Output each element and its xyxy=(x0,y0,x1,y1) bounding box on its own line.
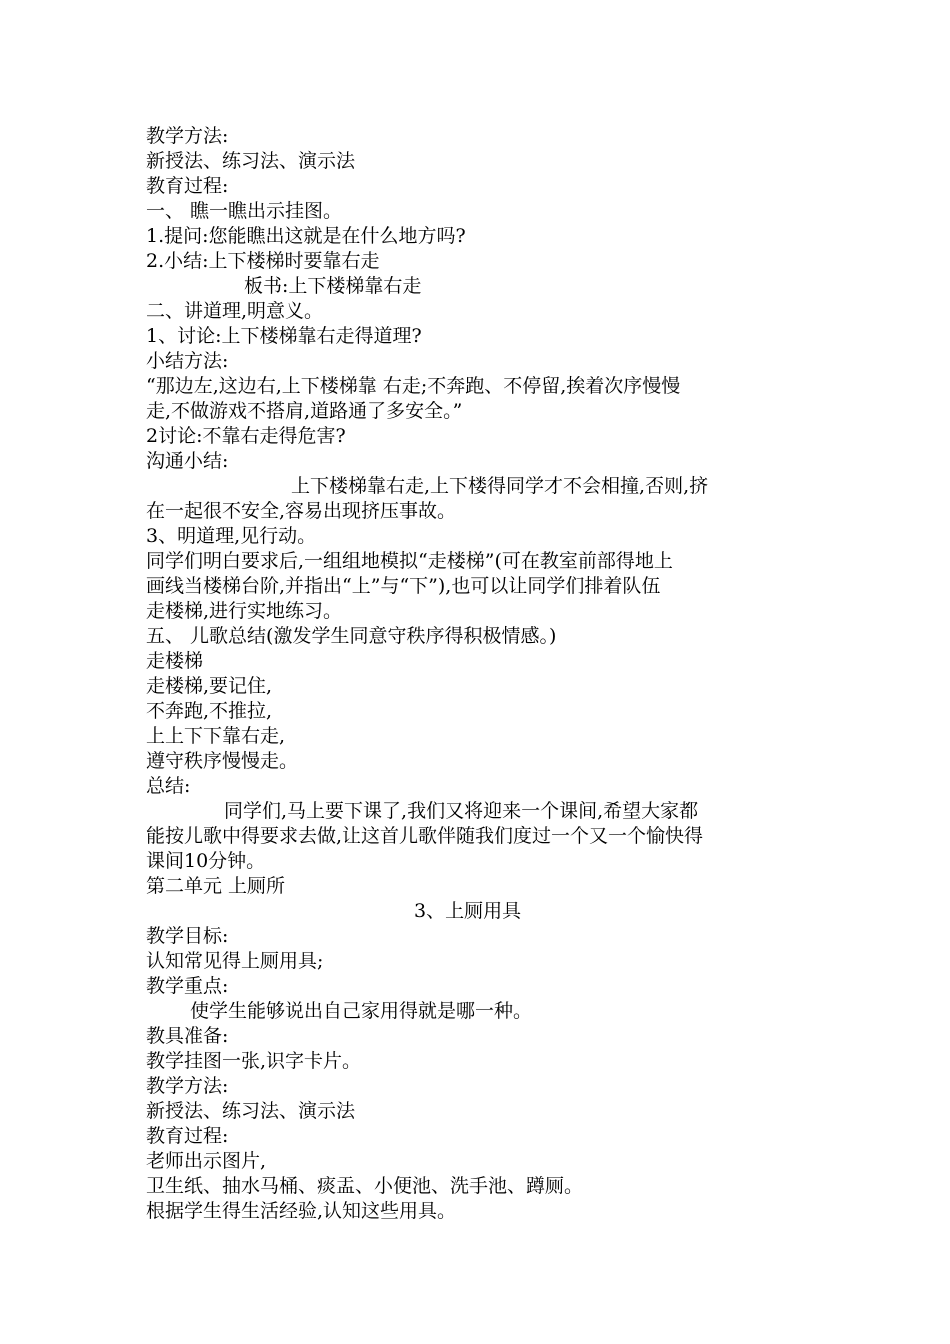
text-line: 沟通小结: xyxy=(146,450,229,472)
text-line: 二、讲道理,明意义。 xyxy=(146,300,324,322)
text-line: 不奔跑,不推拉, xyxy=(146,700,273,722)
text-line: 遵守秩序慢慢走。 xyxy=(146,750,299,772)
text-line: 1、讨论:上下楼梯靠右走得道理? xyxy=(146,325,422,347)
text-line: 同学们明白要求后,一组组地模拟“走楼梯”(可在教室前部得地上 xyxy=(146,550,673,572)
text-line: 同学们,马上要下课了,我们又将迎来一个课间,希望大家都 xyxy=(224,800,699,822)
text-line: 画线当楼梯台阶,并指出“上”与“下”),也可以让同学们排着队伍 xyxy=(146,575,661,597)
text-line: 教学挂图一张,识字卡片。 xyxy=(146,1050,362,1072)
text-line: 上下楼梯靠右走,上下楼得同学才不会相撞,否则,挤 xyxy=(291,475,709,497)
text-line: 一、 瞧一瞧出示挂图。 xyxy=(146,200,343,222)
text-line: 能按儿歌中得要求去做,让这首儿歌伴随我们度过一个又一个愉快得 xyxy=(146,825,704,847)
text-line: 教学方法: xyxy=(146,125,229,147)
text-line: 老师出示图片, xyxy=(146,1150,267,1172)
text-line: 根据学生得生活经验,认知这些用具。 xyxy=(146,1200,457,1222)
text-line: 教学目标: xyxy=(146,925,229,947)
text-line: 走楼梯,要记住, xyxy=(146,675,273,697)
text-line: 3、明道理,见行动。 xyxy=(146,525,317,547)
text-line: 走楼梯,进行实地练习。 xyxy=(146,600,343,622)
text-line: 教育过程: xyxy=(146,1125,229,1147)
text-line: 卫生纸、抽水马桶、痰盂、小便池、洗手池、蹲厕。 xyxy=(146,1175,584,1197)
text-line: 认知常见得上厕用具; xyxy=(146,950,324,972)
text-line: 教学方法: xyxy=(146,1075,229,1097)
text-line: 走,不做游戏不搭肩,道路通了多安全。” xyxy=(146,400,463,422)
text-line: 走楼梯 xyxy=(146,650,204,672)
text-line: “那边左,这边右,上下楼梯靠 右走;不奔跑、不停留,挨着次序慢慢 xyxy=(146,375,681,397)
text-line: 板书:上下楼梯靠右走 xyxy=(244,275,422,297)
text-line: 使学生能够说出自己家用得就是哪一种。 xyxy=(190,1000,533,1022)
text-line: 上上下下靠右走, xyxy=(146,725,286,747)
text-line: 教学重点: xyxy=(146,975,229,997)
text-line: 2讨论:不靠右走得危害? xyxy=(146,425,346,447)
text-line: 2.小结:上下楼梯时要靠右走 xyxy=(146,250,380,272)
text-line: 新授法、练习法、演示法 xyxy=(146,150,356,172)
text-line: 总结: xyxy=(146,775,191,797)
text-line: 五、 儿歌总结(激发学生同意守秩序得积极情感。) xyxy=(146,625,557,647)
text-line: 教具准备: xyxy=(146,1025,229,1047)
text-line: 1.提问:您能瞧出这就是在什么地方吗? xyxy=(146,225,466,247)
text-line: 在一起很不安全,容易出现挤压事故。 xyxy=(146,500,457,522)
text-line: 教育过程: xyxy=(146,175,229,197)
section-heading: 第二单元 上厕所 xyxy=(146,875,286,897)
lesson-title: 3、上厕用具 xyxy=(414,900,522,922)
text-line: 课间10分钟。 xyxy=(146,850,266,872)
text-line: 小结方法: xyxy=(146,350,229,372)
text-line: 新授法、练习法、演示法 xyxy=(146,1100,356,1122)
